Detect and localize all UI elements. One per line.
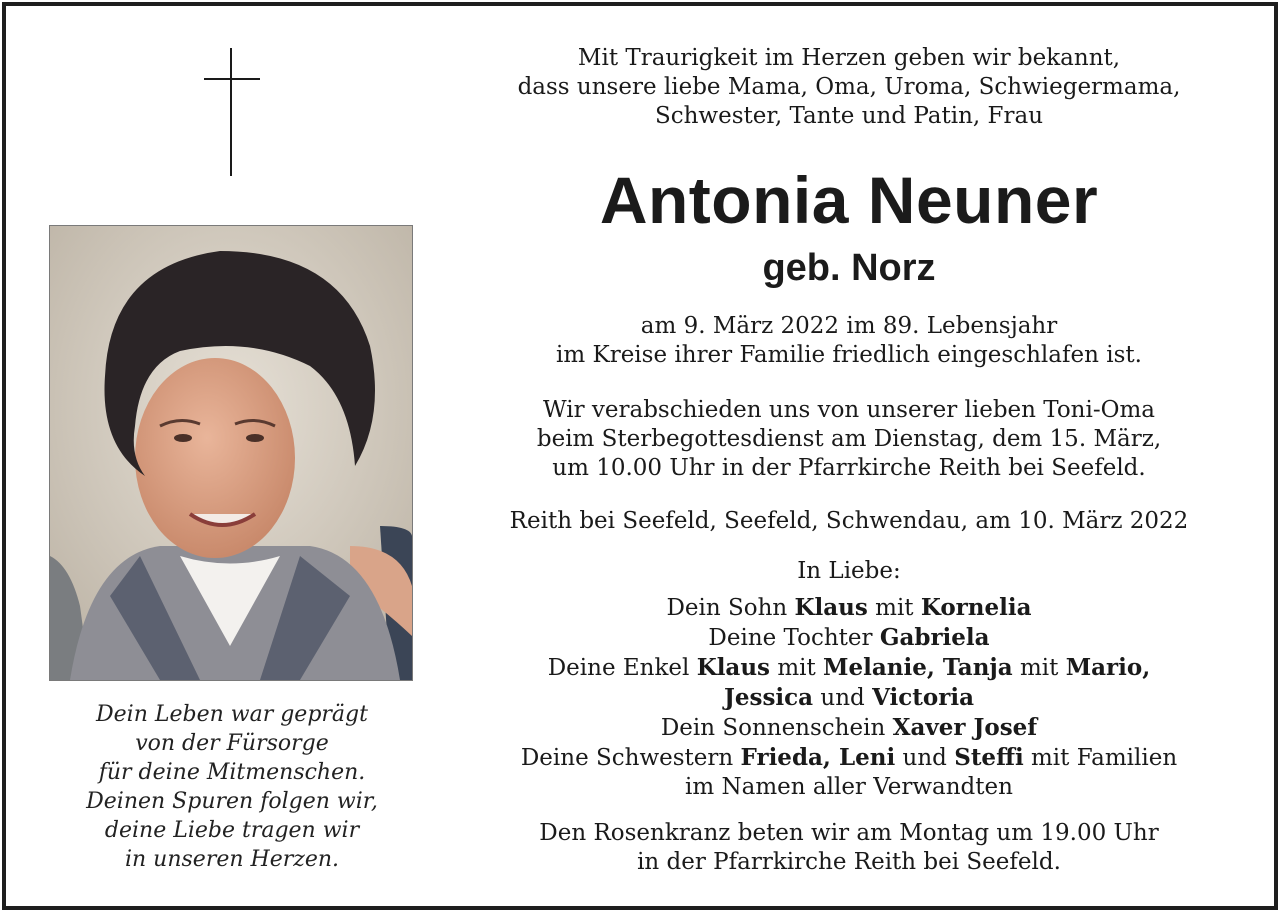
portrait-photo <box>49 225 413 681</box>
family-line: Deine Schwestern Frieda, Leni und Steffi mit Familien <box>520 744 1178 771</box>
family-list <box>436 593 1262 802</box>
quote-line: in unseren Herzen. <box>124 847 340 872</box>
quote-line: von der Fürsorge <box>135 731 329 756</box>
family-line: Deine Enkel Klaus mit Melanie, Tanja mit Mario, <box>547 654 1151 681</box>
place-date: Reith bei Seefeld, Seefeld, Schwendau, am 10. März 2022 <box>509 508 1189 534</box>
funeral-service-info: Wir verabschieden uns von unserer lieben Toni-Oma beim Sterbegottesdienst am Dienstag, dem 15. März, um 10.00 Uhr in der Pfarrkirche Reith bei Seefeld. <box>536 397 1162 481</box>
quote-line: Deinen Spuren folgen wir, <box>86 789 378 814</box>
quote-line: für deine Mitmenschen. <box>98 760 366 785</box>
quote-line: Dein Leben war geprägt <box>96 702 368 727</box>
family-line: Jessica und Victoria <box>724 684 974 711</box>
maiden-name: geb. Norz <box>762 247 936 289</box>
family-line: Deine Tochter Gabriela <box>708 624 990 651</box>
rosary-info: Den Rosenkranz beten wir am Montag um 19.00 Uhr in der Pfarrkirche Reith bei Seefeld. <box>539 820 1159 875</box>
cross-icon <box>204 48 260 176</box>
in-love-heading: In Liebe: <box>797 558 901 584</box>
death-notice: am 9. März 2022 im 89. Lebensjahr im Kreise ihrer Familie friedlich eingeschlafen ist. <box>556 313 1142 368</box>
deceased-name: Antonia Neuner <box>599 163 1099 237</box>
family-line: im Namen aller Verwandten <box>685 774 1013 800</box>
family-line: Dein Sonnenschein Xaver Josef <box>660 714 1038 741</box>
quote-line: deine Liebe tragen wir <box>104 818 360 843</box>
obituary-card <box>2 2 1278 910</box>
memorial-quote <box>46 700 418 874</box>
intro-text: Mit Traurigkeit im Herzen geben wir bekannt, dass unsere liebe Mama, Oma, Uroma, Schwiegermama, Schwester, Tante und Patin, Frau <box>517 45 1181 129</box>
family-line: Dein Sohn Klaus mit Kornelia <box>666 594 1032 621</box>
